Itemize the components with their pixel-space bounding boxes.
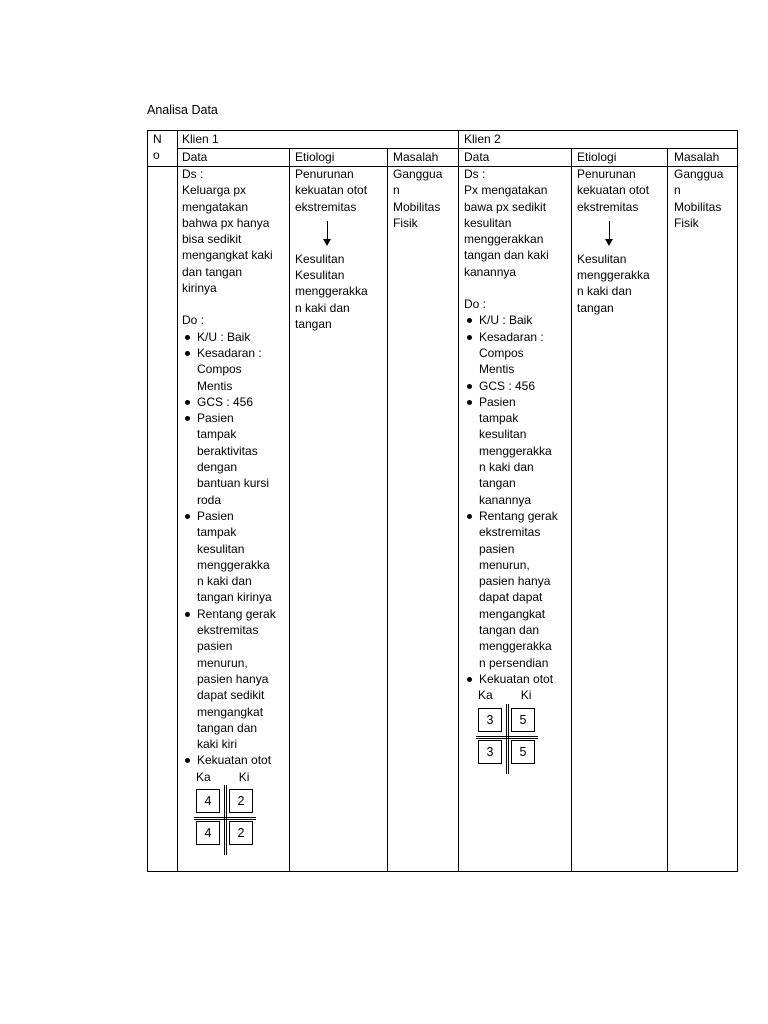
klien1-data-header: Data	[182, 150, 208, 164]
klien1-ds-label: Ds :	[182, 167, 204, 181]
klien2-data-header: Data	[464, 150, 490, 164]
klien1-masalah-cell: Ganggua n Mobilitas Fisik	[393, 167, 443, 230]
ki-label: Ki	[520, 688, 532, 703]
list-item: Kesadaran : Compos Mentis	[182, 345, 276, 394]
list-item: Pasien tampak kesulitan menggerakka n kaki dan tangan kirinya	[182, 508, 276, 606]
klien1-data-cell	[182, 166, 276, 853]
list-item: Kekuatan otot	[182, 752, 276, 768]
klien2-etiologi-bottom: Kesulitan menggerakka n kaki dan tangan	[577, 251, 650, 315]
list-item: Pasien tampak beraktivitas dengan bantuan kursi roda	[182, 410, 276, 508]
klien2-masalah-cell: Ganggua n Mobilitas Fisik	[674, 167, 724, 230]
ka-label: Ka	[196, 769, 211, 784]
list-item: Kesadaran : Compos Mentis	[464, 329, 558, 378]
muscle-value: 5	[511, 708, 535, 732]
muscle-value: 3	[478, 740, 502, 764]
klien1-header: Klien 1	[182, 132, 219, 146]
klien2-ds-label: Ds :	[464, 167, 486, 181]
klien2-data-cell	[464, 166, 558, 772]
klien2-do-list	[464, 312, 558, 687]
ki-label: Ki	[238, 769, 250, 784]
klien2-masalah-header: Masalah	[674, 150, 720, 164]
klien2-muscle-strength-grid	[478, 708, 540, 772]
analysis-table	[147, 130, 738, 872]
muscle-value: 4	[196, 789, 220, 813]
klien1-ka-ki	[182, 769, 276, 785]
klien1-etiologi-bottom: Kesulitan Kesulitan menggerakka n kaki dan tangan	[295, 251, 368, 332]
muscle-value: 4	[196, 821, 220, 845]
klien2-do-label: Do :	[464, 297, 487, 312]
klien1-muscle-strength-grid	[196, 789, 258, 853]
ka-label: Ka	[478, 688, 493, 703]
klien1-etiologi-top: Penurunan kekuatan otot ekstremitas	[295, 167, 368, 214]
klien1-etiologi-header: Etiologi	[295, 150, 335, 164]
muscle-value: 2	[229, 821, 253, 845]
muscle-value: 5	[511, 740, 535, 764]
klien1-etiologi-cell	[295, 166, 368, 332]
klien2-header: Klien 2	[464, 132, 501, 146]
list-item: Pasien tampak kesulitan menggerakka n kaki dan tangan kanannya	[464, 394, 558, 508]
list-item: Rentang gerak ekstremitas pasien menurun, pasien hanya dapat dapat mengangkat tangan dan menggerakka n persendian	[464, 508, 558, 671]
klien2-ka-ki	[464, 687, 558, 703]
klien1-do-label: Do :	[182, 313, 205, 328]
muscle-value: 2	[229, 789, 253, 813]
list-item: K/U : Baik	[464, 312, 558, 328]
klien2-etiologi-top: Penurunan kekuatan otot ekstremitas	[577, 167, 650, 214]
list-item: Kekuatan otot	[464, 671, 558, 687]
klien1-do-list	[182, 329, 276, 769]
page-title: Analisa Data	[147, 103, 218, 117]
klien1-ds-text: Keluarga px mengatakan bahwa px hanya bisa sedikit mengangkat kaki dan tangan kirinya	[182, 183, 273, 296]
klien2-ds-text: Px mengatakan bawa px sedikit kesulitan menggerakkan tangan dan kaki kanannya	[464, 183, 549, 279]
col-no-header: N o	[153, 132, 162, 162]
klien1-masalah-header: Masalah	[393, 150, 439, 164]
list-item: Rentang gerak ekstremitas pasien menurun, pasien hanya dapat sedikit mengangkat tangan dan kaki kiri	[182, 606, 276, 753]
klien2-etiologi-cell	[577, 166, 650, 316]
list-item: GCS : 456	[464, 378, 558, 394]
klien2-etiologi-header: Etiologi	[577, 150, 617, 164]
list-item: K/U : Baik	[182, 329, 276, 345]
list-item: GCS : 456	[182, 394, 276, 410]
muscle-value: 3	[478, 708, 502, 732]
arrow-down-icon	[605, 221, 615, 247]
arrow-down-icon	[323, 221, 333, 247]
